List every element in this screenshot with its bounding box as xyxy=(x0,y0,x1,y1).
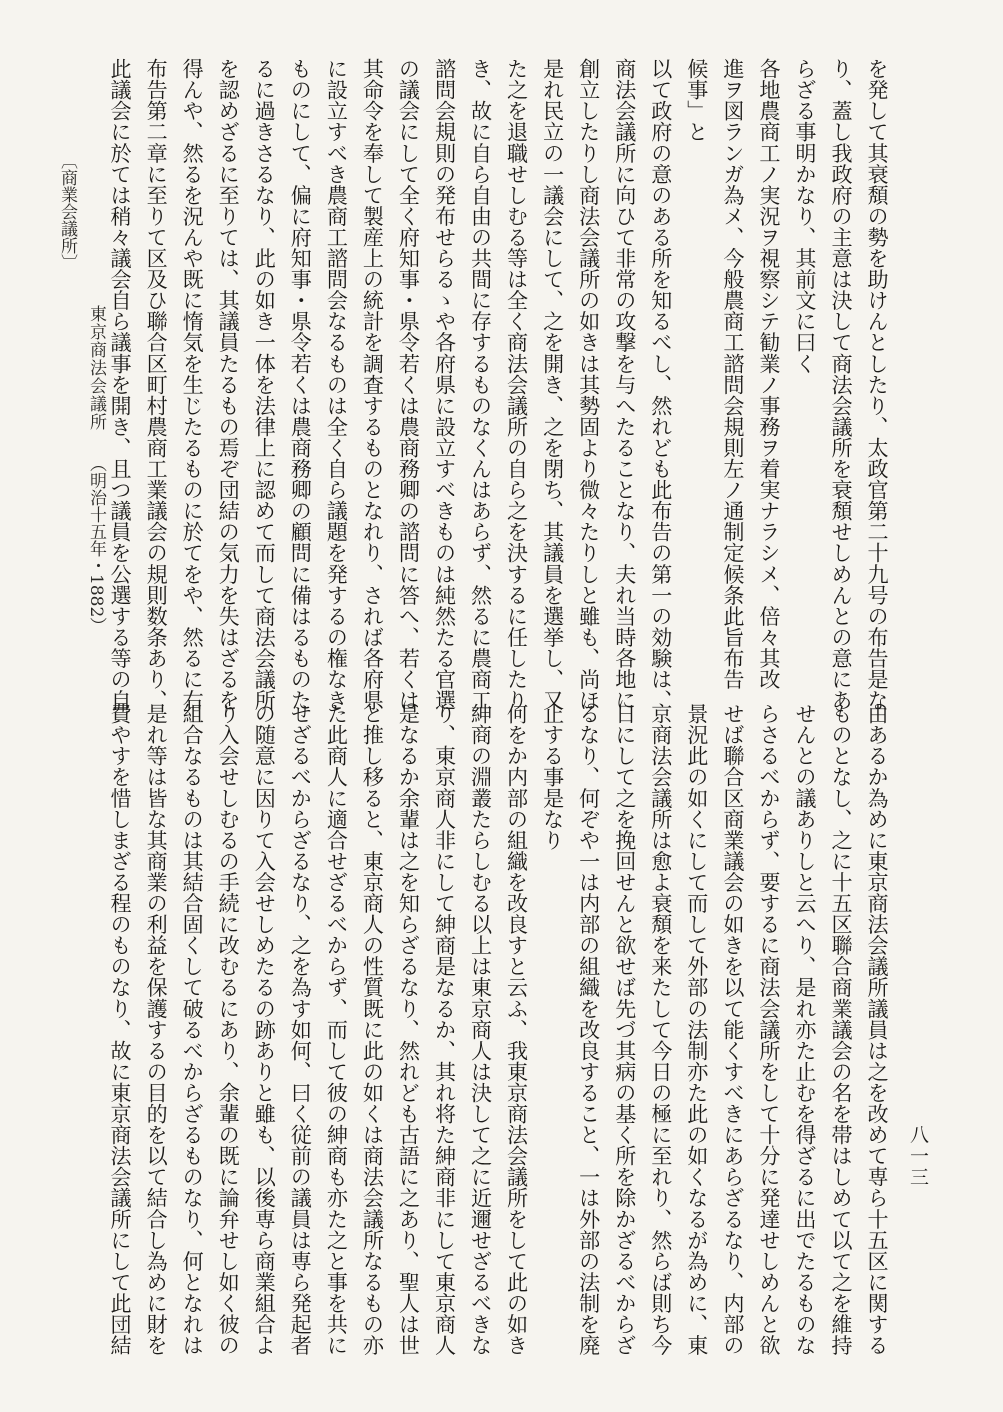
text-column: 進ヲ図ランガ為メ、今般農商工諮問会規則左ノ通制定候条此旨布告 xyxy=(720,58,746,690)
text-column: 日にして之を挽回せんと欲せば先づ其病の基く所を除かざるべからざ xyxy=(612,703,638,1356)
text-column: の議会にして全く府知事・県令若くは農商務卿の諮問に答へ、若くは xyxy=(396,58,422,711)
text-column: 止する事是なり xyxy=(540,703,566,851)
text-column: を発して其衰頽の勢を助けんとしたり、太政官第二十九号の布告是な xyxy=(865,58,891,711)
text-column: 是れ民立の一議会にして、之を開き、之を閉ち、其議員を選挙し、又 xyxy=(540,58,566,711)
running-header-era: （明治十五年・1882） xyxy=(86,455,106,635)
text-column: に設立すべき農商工諮問会なるものは全く自ら議題を発するの権なき xyxy=(324,58,350,711)
page-number: 八一三 xyxy=(907,1125,929,1188)
text-column: き、故に自ら自由の共間に存するものなくんはあらず、然るに農商工 xyxy=(468,58,494,711)
text-column: 紳商の淵叢たらしむる以上は東京商人は決して之に近邇せざるべきな xyxy=(468,703,494,1356)
text-column: 其命令を奉して製産上の統計を調査するものとなれり、されば各府県 xyxy=(360,58,386,711)
text-column: るなり、何ぞや一は内部の組織を改良すること、一は外部の法制を廃 xyxy=(576,703,602,1356)
running-header-chamber: 東京商法会議所 xyxy=(86,305,106,431)
text-column: た此商人に適合せざるべからず、而して彼の紳商も亦た之と事を共に xyxy=(324,703,350,1356)
text-column: を認めざるに至りては、其議員たるもの焉ぞ団結の気力を失はざるを xyxy=(216,58,242,711)
text-column: 商法会議所に向ひて非常の攻撃を与へたることなり、夫れ当時各地に xyxy=(612,58,638,711)
text-column: 景況此の如くにして而して外部の法制亦た此の如くなるが為めに、東 xyxy=(684,703,710,1356)
text-column: た之を退職せしむる等は全く商法会議所の自ら之を決するに任したり xyxy=(504,58,530,711)
text-column: 布告第二章に至りて区及ひ聯合区町村農商工業議会の規則数条あり、 xyxy=(144,58,170,711)
text-column: 得んや、然るを況んや既に惰気を生じたるものに於てをや、然るに右 xyxy=(180,58,206,711)
text-column: せば聯合区商業議会の如きを以て能くすべきにあらざるなり、内部の xyxy=(720,703,746,1356)
text-column: と推し移ると、東京商人の性質既に此の如くは商法会議所なるもの亦 xyxy=(360,703,386,1356)
text-column: り、東京商人非にして紳商是なるか、其れ将た紳商非にして東京商人 xyxy=(432,703,458,1356)
text-column: 組合なるものは其結合固くして破るべからざるものなり、何となれは xyxy=(180,703,206,1356)
text-column: ものとなし、之に十五区聯合商業議会の名を帯はしめて以て之を維持 xyxy=(829,703,855,1356)
text-column: せざるべからざるなり、之を為す如何、曰く従前の議員は専ら発起者 xyxy=(288,703,314,1356)
text-column: らざる事明かなり、其前文に曰く xyxy=(792,58,818,374)
text-column: せんとの議ありしと云へり、是れ亦た止むを得ざるに出でたるものな xyxy=(792,703,818,1356)
text-column: り入会せしむるの手続に改むるにあり、余輩の既に論弁せし如く彼の xyxy=(216,703,242,1356)
text-column: 是れ等は皆な其商業の利益を保護するの目的を以て結合し為めに財を xyxy=(144,703,170,1356)
text-column: るに過きさるなり、此の如き一体を法律上に認めて而して商法会議所 xyxy=(252,58,278,711)
running-header-tag: 〔商業会議所〕 xyxy=(57,152,77,271)
text-column: らさるべからず、要するに商法会議所をして十分に発達せしめんと欲 xyxy=(756,703,782,1356)
text-column: 由あるか為めに東京商法会議所議員は之を改めて専ら十五区に関する xyxy=(865,703,891,1356)
text-column: 諮問会規則の発布せらるゝや各府県に設立すべきものは純然たる官選 xyxy=(432,58,458,711)
text-column: 何をか内部の組織を改良すと云ふ、我東京商法会議所をして此の如き xyxy=(504,703,530,1356)
text-column: 京商法会議所は愈よ衰頽を来たして今日の極に至れり、然らば則ち今 xyxy=(648,703,674,1356)
text-column: 各地農商工ノ実況ヲ視察シテ勧業ノ事務ヲ着実ナラシメ、倍々其改 xyxy=(756,58,782,690)
text-column: 費やすを惜しまざる程のものなり、故に東京商法会議所にして此団結 xyxy=(108,703,134,1356)
text-column: 此議会に於ては稍々議会自ら議事を開き、且つ議員を公選する等の自 xyxy=(108,58,134,711)
text-column: 是なるか余輩は之を知らざるなり、然れども古語に之あり、聖人は世 xyxy=(396,703,422,1356)
text-column: の随意に因りて入会せしめたるの跡ありと雖も、以後専ら商業組合よ xyxy=(252,703,278,1356)
text-column: 候事」と xyxy=(684,58,710,143)
text-column: 以て政府の意のある所を知るべし、然れども此布告の第一の効験は、 xyxy=(648,58,674,711)
text-column: 創立したりし商法会議所の如きは其勢固より微々たりしと雖も、尚ほ xyxy=(576,58,602,711)
text-column: り、蓋し我政府の主意は決して商法会議所を衰頽せしめんとの意にあ xyxy=(829,58,855,711)
text-column: ものにして、偏に府知事・県令若くは農商務卿の顧問に備はるものた xyxy=(288,58,314,711)
